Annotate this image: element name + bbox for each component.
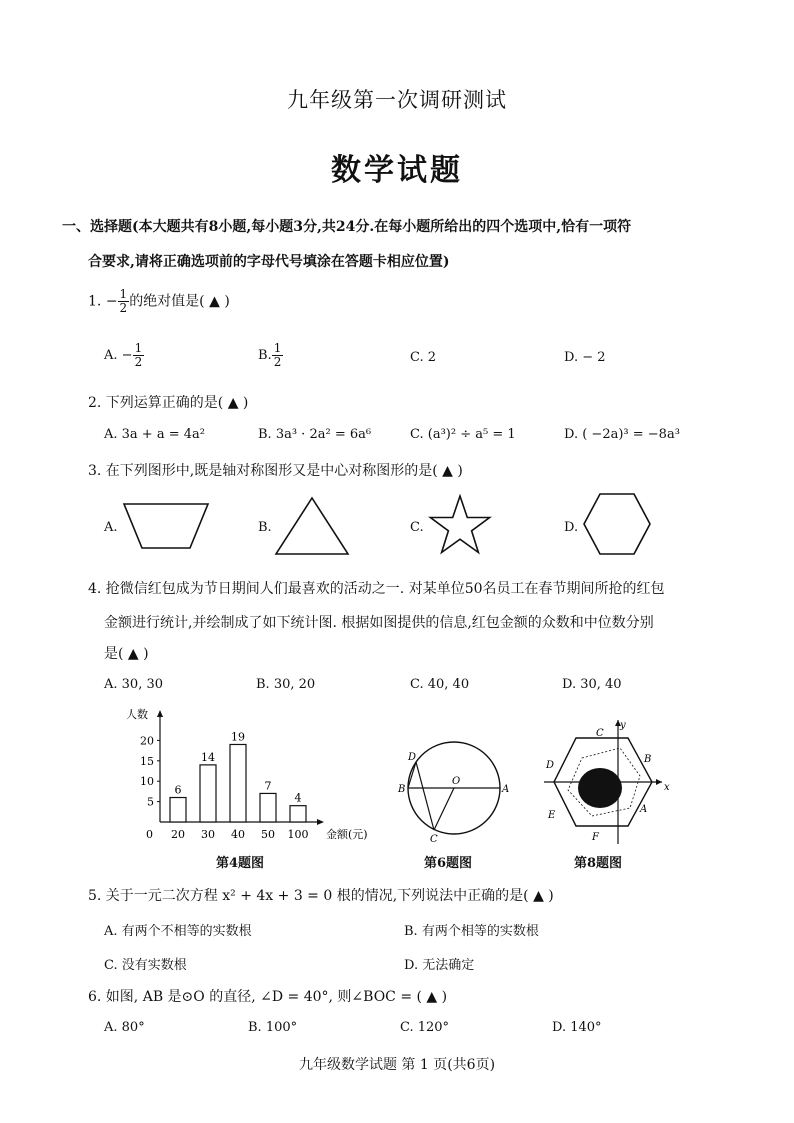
fig6-caption: 第6题图	[424, 856, 473, 871]
chart-bar-value-label: 7	[264, 779, 272, 793]
q1-option-d: D. − 2	[564, 350, 606, 365]
chart-x-label: 金额(元)	[326, 828, 368, 841]
chart-bar	[230, 744, 246, 822]
q4-line1: 4. 抢微信红包成为节日期间人们最喜欢的活动之一. 对某单位50名员工在春节期间所抢的红包	[88, 581, 665, 597]
bar-chart	[120, 704, 400, 844]
page-footer: 九年级数学试题 第 1 页(共6页)	[298, 1057, 496, 1073]
q5-option-c: C. 没有实数根	[104, 958, 187, 973]
label-x: x	[664, 782, 670, 793]
q1-option-a	[104, 342, 144, 369]
chart-y-tick-label: 10	[140, 775, 154, 789]
chart-y-label: 人数	[126, 708, 148, 721]
q2-option-b: B. 3a³ · 2a² = 6a⁶	[258, 427, 372, 442]
label-b: B	[644, 754, 652, 765]
q6-option-b: B. 100°	[248, 1020, 298, 1035]
q4-line3: 是( ▲ )	[104, 646, 149, 662]
chart-x-axis-arrow-icon	[317, 819, 324, 825]
q1-number: 1.	[88, 293, 102, 310]
q1-a-den: 2	[134, 355, 143, 369]
chart-category-label: 50	[261, 828, 275, 841]
fig8-caption: 第8题图	[574, 856, 623, 871]
chart-y-tick-label: 15	[140, 754, 154, 768]
section-heading-line2: 合要求,请将正确选项前的字母代号填涂在答题卡相应位置)	[88, 254, 450, 270]
q6-stem: 6. 如图, AB 是⊙O 的直径, ∠D = 40°, 则∠BOC = ( ▲ )	[88, 989, 448, 1005]
label-d: D	[546, 760, 555, 771]
q6-option-d: D. 140°	[552, 1020, 602, 1035]
label-f: F	[592, 832, 599, 843]
q1-a-label: A.	[104, 348, 118, 363]
q5-stem: 5. 关于一元二次方程 x² + 4x + 3 = 0 根的情况,下列说法中正确的是( ▲ )	[88, 888, 554, 904]
q1-b-num: 1	[273, 341, 282, 355]
q3-option-a-label: A.	[104, 520, 118, 535]
q5-option-a: A. 有两个不相等的实数根	[104, 924, 252, 939]
q4-line2: 金额进行统计,并绘制成了如下统计图. 根据如图提供的信息,红包金额的众数和中位数分别	[104, 615, 654, 631]
q4-option-a: A. 30, 30	[104, 677, 164, 692]
hexagon-icon	[582, 492, 652, 556]
q3-option-c-label: C.	[410, 520, 424, 535]
q2-option-d: D. ( −2a)³ = −8a³	[564, 427, 680, 442]
chart-bar	[170, 798, 186, 822]
q1-a-fraction	[133, 342, 145, 369]
label-a: A	[640, 804, 648, 815]
q1-minus: −	[105, 293, 118, 310]
q4-option-d: D. 30, 40	[562, 677, 622, 692]
q1-a-num: 1	[134, 341, 143, 355]
chart-category-label: 20	[171, 828, 185, 841]
q1-frac-num: 1	[119, 287, 128, 301]
q1-frac-den: 2	[119, 301, 128, 315]
chart-bar	[290, 806, 306, 822]
chart-bar-value-label: 4	[294, 791, 302, 805]
fig8-hexagon-diagram	[536, 716, 674, 848]
q1-b-den: 2	[273, 355, 282, 369]
q5-option-b: B. 有两个相等的实数根	[404, 924, 539, 939]
label-d: D	[408, 752, 417, 763]
q1-b-fraction	[272, 342, 284, 369]
chart-y-tick-label: 5	[147, 795, 154, 809]
label-o: O	[452, 776, 461, 787]
label-c: C	[596, 728, 604, 739]
chart-origin-label: 0	[146, 828, 153, 841]
q1-fraction	[118, 288, 130, 315]
chart-category-label: 40	[231, 828, 245, 841]
chart-bar-value-label: 14	[201, 750, 215, 764]
label-e: E	[548, 810, 556, 821]
q1-a-minus: −	[121, 348, 133, 363]
q1-option-c: C. 2	[410, 350, 437, 365]
q2-option-a: A. 3a + a = 4a²	[104, 427, 205, 442]
q4-option-b: B. 30, 20	[256, 677, 316, 692]
q3-option-b-label: B.	[258, 520, 272, 535]
q2-option-c: C. (a³)² ÷ a⁵ = 1	[410, 427, 516, 442]
star-icon	[428, 494, 492, 556]
chart-y-tick-label: 20	[140, 734, 154, 748]
q1-option-b	[258, 342, 283, 369]
chart-y-axis-arrow-icon	[157, 710, 163, 717]
label-y: y	[620, 720, 626, 731]
radius-oc	[434, 788, 454, 830]
label-a: A	[502, 784, 510, 795]
fig4-caption: 第4题图	[216, 856, 265, 871]
chart-category-label: 30	[201, 828, 215, 841]
exam-subtitle: 九年级第一次调研测试	[287, 88, 507, 112]
q1-stem	[88, 288, 230, 315]
shaded-region	[578, 768, 622, 808]
triangle-icon	[274, 496, 350, 556]
q1-stem-rest: 的绝对值是( ▲ )	[129, 293, 230, 310]
q3-option-d-label: D.	[564, 520, 579, 535]
label-c: C	[430, 834, 438, 845]
chart-bar-value-label: 19	[231, 730, 245, 744]
fig6-circle-diagram	[396, 736, 512, 846]
q6-option-a: A. 80°	[104, 1020, 145, 1035]
chord-dc	[416, 762, 434, 830]
chart-bar	[260, 793, 276, 822]
section-heading-line1: 一、选择题(本大题共有8小题,每小题3分,共24分.在每小题所给出的四个选项中,恰有一项符	[62, 219, 632, 235]
q3-stem: 3. 在下列图形中,既是轴对称图形又是中心对称图形的是( ▲ )	[88, 463, 463, 479]
chart-bar-value-label: 6	[174, 783, 182, 797]
q2-stem: 2. 下列运算正确的是( ▲ )	[88, 395, 249, 411]
q5-option-d: D. 无法确定	[404, 958, 475, 973]
q1-b-label: B.	[258, 348, 272, 363]
q4-option-c: C. 40, 40	[410, 677, 470, 692]
chart-category-label: 100	[287, 828, 309, 841]
q6-option-c: C. 120°	[400, 1020, 450, 1035]
trapezoid-icon	[122, 502, 210, 550]
label-b: B	[398, 784, 406, 795]
chart-bar	[200, 765, 216, 822]
x-axis-arrow-icon	[656, 779, 662, 785]
exam-title: 数学试题	[331, 153, 463, 188]
